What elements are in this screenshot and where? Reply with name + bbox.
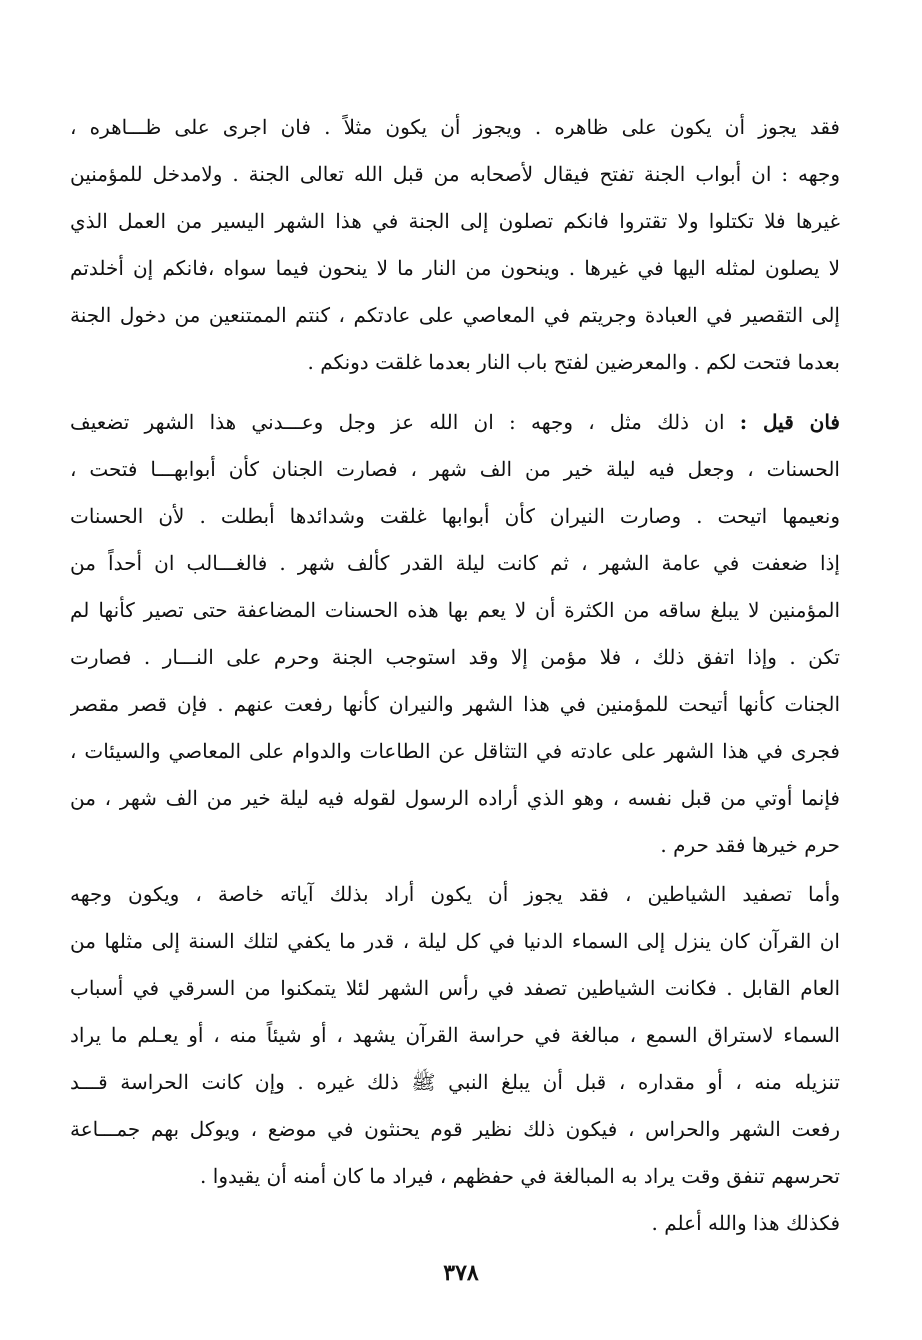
paragraph-line: إذا ضعفت في عامة الشهر ، ثم كانت ليلة القدر كألف شهر . فالغـــالب ان أحداً من bbox=[70, 551, 840, 575]
paragraph-line: حرم خيرها فقد حرم . bbox=[660, 833, 840, 857]
paragraph-line: العام القابل . فكانت الشياطين تصفد في رأس الشهر لئلا يتمكنوا من السرقي في أسباب bbox=[70, 976, 840, 1000]
paragraph-line: المؤمنين لا يبلغ ساقه من الكثرة أن لا يعم بها هذه الحسنات المضاعفة حتى تصير كأنها لم bbox=[70, 598, 840, 622]
paragraph-line: رفعت الشهر والحراس ، فيكون ذلك نظير قوم يحنثون في موضع ، ويوكل بهم جمـــاعة bbox=[70, 1117, 840, 1141]
paragraph-line: وأما تصفيد الشياطين ، فقد يجوز أن يكون أراد بذلك آياته خاصة ، ويكون وجهه bbox=[70, 882, 840, 906]
paragraph-line: تنزيله منه ، أو مقداره ، قبل أن يبلغ النبي ﷺ ذلك غيره . وإن كانت الحراسة قـــد bbox=[70, 1070, 840, 1094]
paragraph-line: ان القرآن كان ينزل إلى السماء الدنيا في كل ليلة ، قدر ما يكفي لتلك السنة إلى مثلها من bbox=[70, 929, 840, 953]
paragraph-line: السماء لاستراق السمع ، مبالغة في حراسة القرآن يشهد ، أو شيئاً منه ، أو يعـلم ما يراد bbox=[70, 1023, 840, 1047]
paragraph-line: فجرى في هذا الشهر على عادته في التثاقل عن الطاعات والدوام على المعاصي والسيئات ، bbox=[70, 739, 840, 763]
paragraph-first-line bbox=[70, 399, 840, 446]
paragraph-line: تحرسهم تنفق وقت يراد به المبالغة في حفظهم ، فيراد ما كان أمنه أن يقيدوا . bbox=[200, 1164, 840, 1188]
paragraph-line: لا يصلون لمثله اليها في غيرها . وينحون من النار ما لا ينحون فيما سواه ،فانكم إن أخلدتم bbox=[70, 256, 840, 280]
paragraph-line: ونعيمها اتيحت . وصارت النيران كأن أبوابها غلقت وشدائدها أبطلت . لأن الحسنات bbox=[70, 504, 840, 528]
paragraph-line: فإنما أوتي من قبل نفسه ، وهو الذي أراده الرسول لقوله فيه ليلة خير من الف شهر ، من bbox=[70, 786, 840, 810]
paragraph-line: الحسنات ، وجعل فيه ليلة خير من الف شهر ، فصارت الجنان كأن أبوابهـــا فتحت ، bbox=[70, 457, 840, 481]
paragraph-line: فكذلك هذا والله أعلم . bbox=[651, 1211, 840, 1235]
paragraph-line: إلى التقصير في العبادة وجريتم في المعاصي على عادتكم ، كنتم الممتنعين من دخول الجنة bbox=[70, 303, 840, 327]
paragraph-1 bbox=[70, 104, 840, 386]
paragraph-3 bbox=[70, 871, 840, 1247]
paragraph-line: غيرها فلا تكتلوا ولا تقتروا فانكم تصلون إلى الجنة في هذا الشهر اليسير من العمل الذي bbox=[70, 209, 840, 233]
paragraph-line: تكن . وإذا اتفق ذلك ، فلا مؤمن إلا وقد استوجب الجنة وحرم على النـــار . فصارت bbox=[70, 645, 840, 669]
paragraph-line: بعدما فتحت لكم . والمعرضين لفتح باب النار بعدما غلقت دونكم . bbox=[307, 350, 840, 374]
paragraph-line: وجهه : ان أبواب الجنة تفتح فيقال لأصحابه من قبل الله تعالى الجنة . ولامدخل للمؤمنين bbox=[70, 162, 840, 186]
page-number: ٣٧٨ bbox=[443, 1260, 479, 1286]
paragraph-line: الجنات كأنها أتيحت للمؤمنين في هذا الشهر والنيران كأنها رفعت عنهم . فإن قصر مقصر bbox=[70, 692, 840, 716]
paragraph-line-text: ان ذلك مثل ، وجهه : ان الله عز وجل وعـــدني هذا الشهر تضعيف bbox=[70, 410, 725, 434]
paragraph-2 bbox=[70, 399, 840, 869]
paragraph-lead: فان قيل : bbox=[739, 410, 840, 434]
paragraph-line: فقد يجوز أن يكون على ظاهره . ويجوز أن يكون مثلاً . فان اجرى على ظـــاهره ، bbox=[70, 115, 840, 139]
